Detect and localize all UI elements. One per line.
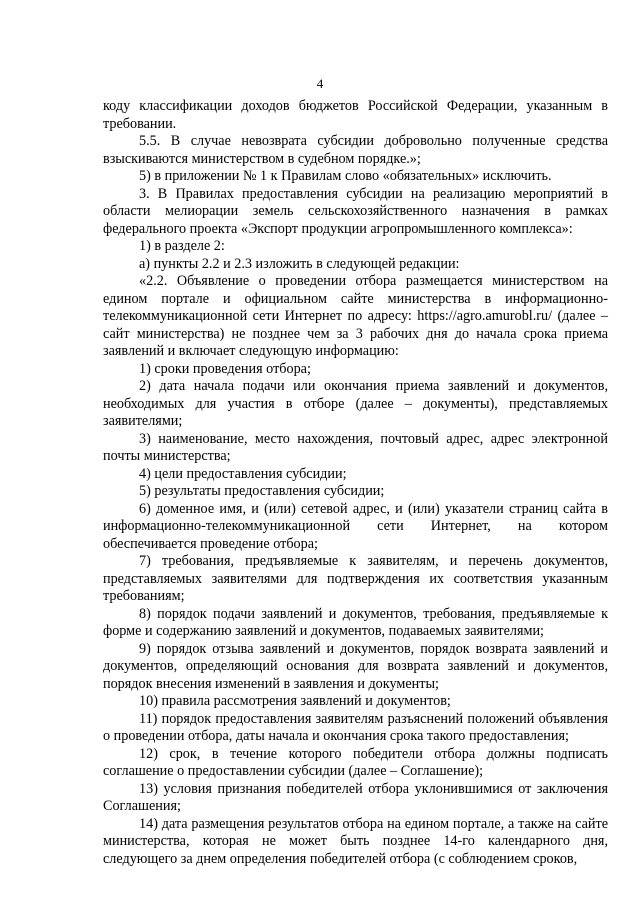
paragraph: 10) правила рассмотрения заявлений и документов; xyxy=(139,693,451,709)
paragraph: 8) порядок подачи заявлений и документов, требования, предъявляемые к форме и содержанию заявлений и документов, подаваемых заявителями; xyxy=(103,605,608,639)
page-number: 4 xyxy=(316,76,324,91)
paragraph: 1) сроки проведения отбора; xyxy=(139,360,311,377)
paragraph: 12) срок, в течение которого победители отбора должны подписать соглашение о предоставлении субсидии (далее – Соглашение); xyxy=(103,745,608,779)
paragraph: 2) дата начала подачи или окончания приема заявлений и документов, необходимых для участия в отборе (далее – документы), представляемых заявителями; xyxy=(103,378,608,429)
paragraph: 5) результаты предоставления субсидии; xyxy=(139,483,385,499)
paragraph: 7) требования, предъявляемые к заявителям, и перечень документов, представляемых заявителями для подтверждения их соответствия указанным требованиям; xyxy=(103,553,608,604)
paragraph: 5.5. В случае невозврата субсидии добровольно полученные средства взыскиваются министерством в судебном порядке.»; xyxy=(103,133,608,167)
paragraph: 3) наименование, место нахождения, почтовый адрес, адрес электронной почты министерства; xyxy=(103,430,608,464)
paragraph: 1) в разделе 2: xyxy=(139,238,225,254)
paragraph: 4) цели предоставления субсидии; xyxy=(139,465,347,482)
paragraph: 3. В Правилах предоставления субсидии на реализацию мероприятий в области мелиорации земель сельскохозяйственного назначения в рамках федерального проекта «Экспорт продукции агропромышленного комплекса»: xyxy=(103,185,608,237)
paragraph: «2.2. Объявление о проведении отбора размещается министерством на едином портале и официальном сайте министерства в информационно-телекоммуникационной сети Интернет по адресу: https://agro.amurobl.ru/ (далее – сайт министерства) не позднее чем за 3 рабочих дня до начала срока приема заявлений и включает следующую информацию: xyxy=(103,273,608,359)
paragraph: 11) порядок предоставления заявителям разъяснений положений объявления о проведении отбора, даты начала и окончания срока такого предоставления; xyxy=(103,710,608,744)
paragraph: коду классификации доходов бюджетов Российской Федерации, указанным в требовании. xyxy=(103,98,608,132)
paragraph: 13) условия признания победителей отбора уклонившимися от заключения Соглашения; xyxy=(103,780,608,814)
document-body xyxy=(103,98,608,868)
paragraph: 9) порядок отзыва заявлений и документов, порядок возврата заявлений и документов, определяющий основания для возврата заявлений и документов, порядок внесения изменений в заявления и документы; xyxy=(103,640,608,692)
paragraph: 14) дата размещения результатов отбора на едином портале, а также на сайте министерства, которая не может быть позднее 14-го календарного дня, следующего за днем определения победителей отбора (с соблюдением сроков, xyxy=(103,815,608,867)
paragraph: а) пункты 2.2 и 2.3 изложить в следующей редакции: xyxy=(139,255,460,272)
paragraph: 6) доменное имя, и (или) сетевой адрес, и (или) указатели страниц сайта в информационно-телекоммуникационной сети Интернет, на котором обеспечивается проведение отбора; xyxy=(103,500,608,552)
paragraph: 5) в приложении № 1 к Правилам слово «обязательных» исключить. xyxy=(139,168,552,184)
